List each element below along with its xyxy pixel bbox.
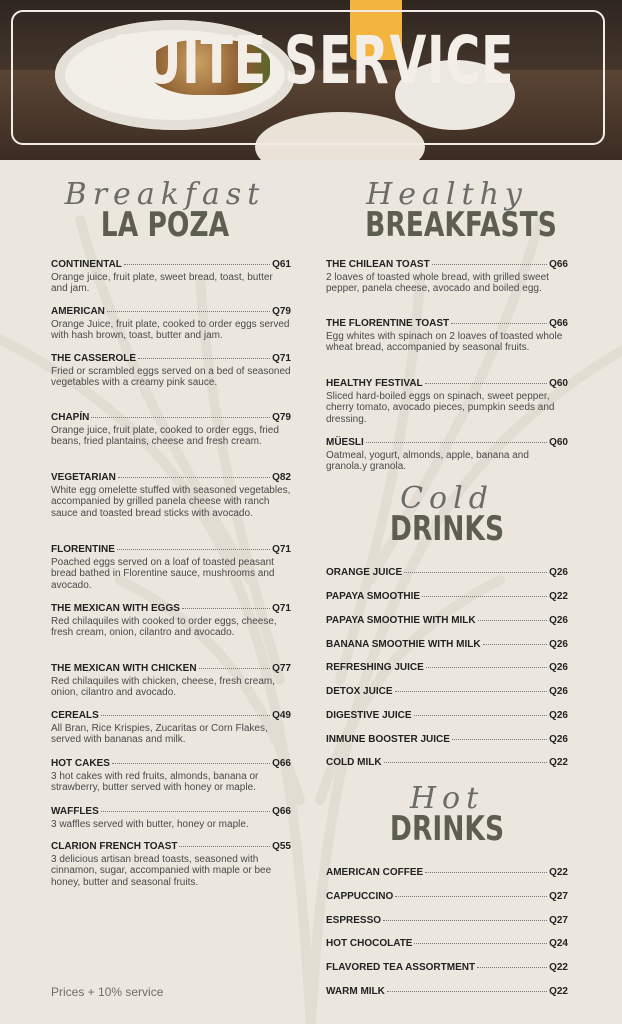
item-price: Q60 xyxy=(549,437,568,448)
item-price: Q60 xyxy=(549,378,568,389)
item-description: 2 loaves of toasted whole bread, with grilled sweet pepper, panela cheese, avocado and boiled egg. xyxy=(326,271,549,294)
item-name: HEALTHY FESTIVAL xyxy=(326,378,423,389)
leader-dots xyxy=(395,896,547,897)
item-price: Q26 xyxy=(549,710,568,721)
item-description: White egg omelette stuffed with seasoned vegetables, accompanied by grilled panela cheese with ranch sauce and toasted bread sticks with avocado. xyxy=(51,484,291,519)
item-name: ESPRESSO xyxy=(326,915,382,926)
item-price: Q71 xyxy=(272,603,291,614)
item-name: INMUNE BOOSTER JUICE xyxy=(326,734,450,745)
menu-item xyxy=(51,472,291,519)
item-price: Q66 xyxy=(272,806,291,817)
page-title: SUITE SERVICE xyxy=(107,22,515,99)
item-price: Q66 xyxy=(549,259,568,270)
item-price: Q79 xyxy=(272,306,291,317)
leader-dots xyxy=(414,943,547,944)
leader-dots xyxy=(107,311,270,312)
leader-dots xyxy=(112,763,270,764)
drink-item xyxy=(326,915,568,927)
item-description: Orange juice, fruit plate, cooked to order eggs, fried beans, fried plantains, cheese and fresh cream. xyxy=(51,424,279,447)
leader-dots xyxy=(101,811,270,812)
menu-item xyxy=(51,758,291,794)
item-price: Q26 xyxy=(549,734,568,745)
drink-item xyxy=(326,639,568,651)
item-description: 3 waffles served with butter, honey or maple. xyxy=(51,818,249,830)
menu-item xyxy=(51,841,291,888)
item-name: BANANA SMOOTHIE WITH MILK xyxy=(326,639,481,650)
menu-item xyxy=(51,603,291,639)
section-title: LA POZA xyxy=(100,205,230,245)
drink-item xyxy=(326,710,568,722)
leader-dots xyxy=(387,991,547,992)
drink-item xyxy=(326,567,568,579)
item-price: Q66 xyxy=(272,758,291,769)
item-name: HOT CAKES xyxy=(51,758,110,769)
item-price: Q26 xyxy=(549,662,568,673)
item-name: THE CHILEAN TOAST xyxy=(326,259,430,270)
leader-dots xyxy=(425,872,547,873)
section-hot-drinks xyxy=(342,781,552,849)
leader-dots xyxy=(451,323,547,324)
item-name: AMERICAN xyxy=(51,306,105,317)
menu-item xyxy=(51,412,291,448)
item-price: Q61 xyxy=(272,259,291,270)
item-name: DETOX JUICE xyxy=(326,686,393,697)
drink-item xyxy=(326,867,568,879)
item-description: All Bran, Rice Krispies, Zucaritas or Corn Flakes, served with bananas and milk. xyxy=(51,722,268,745)
menu-item xyxy=(51,259,291,295)
item-name: WAFFLES xyxy=(51,806,99,817)
item-description: 3 hot cakes with red fruits, almonds, banana or strawberry, butter served with honey or maple. xyxy=(51,770,259,793)
item-name: ORANGE JUICE xyxy=(326,567,403,578)
item-price: Q66 xyxy=(549,318,568,329)
item-description: Fried or scrambled eggs served on a bed of seasoned vegetables with a creamy pink sauce. xyxy=(51,365,291,388)
menu-item xyxy=(51,353,291,389)
item-description: Poached eggs served on a loaf of toasted peasant bread bathed in Florentine sauce, mushrooms and avocado. xyxy=(51,556,275,591)
item-price: Q22 xyxy=(549,986,568,997)
item-description: Red chilaquiles with chicken, cheese, fresh cream, onion, cilantro and avocado. xyxy=(51,675,275,698)
item-description: Oatmeal, yogurt, almonds, apple, banana and granola.y granola. xyxy=(326,449,529,472)
leader-dots xyxy=(414,715,548,716)
item-name: FLAVORED TEA ASSORTMENT xyxy=(326,962,476,973)
item-name: THE FLORENTINE TOAST xyxy=(326,318,450,329)
leader-dots xyxy=(124,264,270,265)
leader-dots xyxy=(404,572,547,573)
section-script-title: Healthy xyxy=(366,177,528,212)
item-price: Q27 xyxy=(549,891,568,902)
menu-item xyxy=(326,378,568,425)
section-title: DRINKS xyxy=(389,809,505,849)
item-name: THE MEXICAN WITH EGGS xyxy=(51,603,180,614)
leader-dots xyxy=(425,383,547,384)
leader-dots xyxy=(117,549,270,550)
leader-dots xyxy=(395,691,548,692)
item-price: Q77 xyxy=(272,663,291,674)
item-name: PAPAYA SMOOTHIE xyxy=(326,591,421,602)
item-description: Sliced hard-boiled eggs on spinach, sweet pepper, cherry tomato, avocado pieces, pumpkin seeds and dressing. xyxy=(326,390,555,425)
item-name: CHAPÍN xyxy=(51,412,90,423)
item-name: MÜESLI xyxy=(326,437,364,448)
item-name: CEREALS xyxy=(51,710,99,721)
menu-item xyxy=(326,259,568,295)
item-name: PAPAYA SMOOTHIE WITH MILK xyxy=(326,615,476,626)
item-name: WARM MILK xyxy=(326,986,385,997)
item-price: Q82 xyxy=(272,472,291,483)
item-name: CAPPUCCINO xyxy=(326,891,394,902)
item-name: COLD MILK xyxy=(326,757,382,768)
leader-dots xyxy=(199,668,271,669)
leader-dots xyxy=(118,477,270,478)
menu-item xyxy=(51,544,291,591)
item-name: FLORENTINE xyxy=(51,544,115,555)
menu-item xyxy=(51,806,291,830)
menu-item xyxy=(51,663,291,699)
drink-item xyxy=(326,662,568,674)
leader-dots xyxy=(477,967,547,968)
item-price: Q22 xyxy=(549,591,568,602)
leader-dots xyxy=(483,644,547,645)
leader-dots xyxy=(101,715,270,716)
menu-item xyxy=(51,710,291,746)
leader-dots xyxy=(91,417,270,418)
leader-dots xyxy=(383,920,547,921)
section-title: DRINKS xyxy=(389,509,505,549)
item-description: Orange Juice, fruit plate, cooked to order eggs served with hash brown, toast, butter and jam. xyxy=(51,318,290,341)
drink-item xyxy=(326,615,568,627)
drink-item xyxy=(326,938,568,950)
leader-dots xyxy=(478,620,547,621)
item-description: Egg whites with spinach on 2 loaves of toasted whole wheat bread, accompanied by seasonal fruits. xyxy=(326,330,563,353)
drink-item xyxy=(326,962,568,974)
menu-item xyxy=(326,437,568,473)
item-name: REFRESHING JUICE xyxy=(326,662,424,673)
item-description: 3 delicious artisan bread toasts, seasoned with cinnamon, sugar, accompanied with maple or bee honey, butter and seasonal fruits. xyxy=(51,853,272,888)
item-description: Orange juice, fruit plate, sweet bread, toast, butter and jam. xyxy=(51,271,273,294)
item-price: Q71 xyxy=(272,544,291,555)
item-name: CLARION FRENCH TOAST xyxy=(51,841,178,852)
drink-item xyxy=(326,686,568,698)
leader-dots xyxy=(179,846,270,847)
drink-item xyxy=(326,591,568,603)
item-price: Q26 xyxy=(549,567,568,578)
section-healthy xyxy=(342,177,557,245)
item-name: AMERICAN COFFEE xyxy=(326,867,424,878)
leader-dots xyxy=(384,762,548,763)
leader-dots xyxy=(138,358,270,359)
drink-item xyxy=(326,986,568,998)
item-price: Q22 xyxy=(549,757,568,768)
leader-dots xyxy=(426,667,547,668)
item-price: Q24 xyxy=(549,938,568,949)
leader-dots xyxy=(452,739,547,740)
drink-item xyxy=(326,757,568,769)
section-title: BREAKFASTS xyxy=(365,205,557,245)
item-price: Q22 xyxy=(549,962,568,973)
item-price: Q22 xyxy=(549,867,568,878)
item-name: THE MEXICAN WITH CHICKEN xyxy=(51,663,197,674)
item-price: Q71 xyxy=(272,353,291,364)
item-name: THE CASSEROLE xyxy=(51,353,137,364)
item-price: Q26 xyxy=(549,686,568,697)
menu-item xyxy=(326,318,568,354)
section-cold-drinks xyxy=(342,481,552,549)
item-price: Q49 xyxy=(272,710,291,721)
item-price: Q27 xyxy=(549,915,568,926)
item-description: Red chilaquiles with cooked to order eggs, cheese, fresh cream, onion, cilantro and avocado. xyxy=(51,615,277,638)
item-name: VEGETARIAN xyxy=(51,472,116,483)
leader-dots xyxy=(432,264,547,265)
leader-dots xyxy=(366,442,547,443)
item-price: Q26 xyxy=(549,615,568,626)
item-name: HOT CHOCOLATE xyxy=(326,938,413,949)
item-name: DIGESTIVE JUICE xyxy=(326,710,412,721)
item-price: Q79 xyxy=(272,412,291,423)
item-name: CONTINENTAL xyxy=(51,259,122,270)
leader-dots xyxy=(182,608,270,609)
section-script-title: Hot xyxy=(409,781,485,816)
section-script-title: Breakfast xyxy=(64,177,266,212)
drink-item xyxy=(326,734,568,746)
drink-item xyxy=(326,891,568,903)
service-note: Prices + 10% service xyxy=(51,985,164,999)
menu-item xyxy=(51,306,291,342)
item-price: Q26 xyxy=(549,639,568,650)
section-script-title: Cold xyxy=(400,481,494,516)
section-breakfast xyxy=(60,177,270,245)
item-price: Q55 xyxy=(272,841,291,852)
leader-dots xyxy=(422,596,547,597)
header-photo xyxy=(0,0,622,160)
